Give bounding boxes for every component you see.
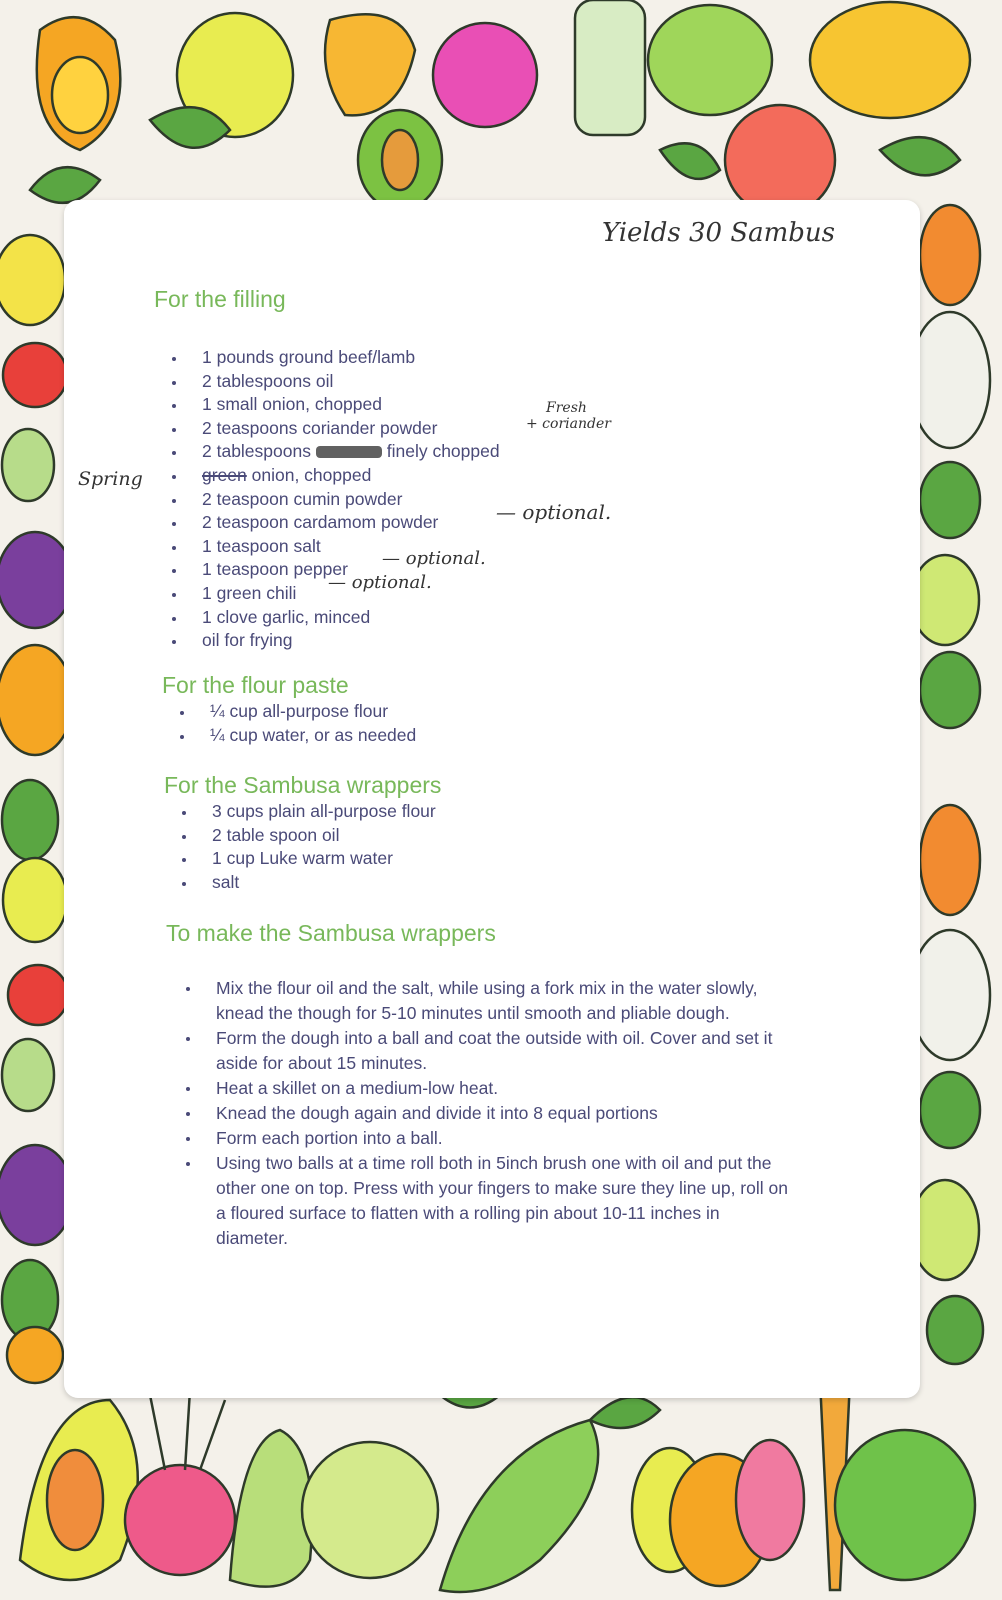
list-item: 3 cups plain all-purpose flour [178,800,436,824]
note-optional-pepper: — optional. [382,548,486,569]
carrot-right-icon [920,805,980,915]
note-spring: Spring [78,468,143,490]
leaf-right-icon [927,1296,983,1364]
tomato-slice-icon [725,105,835,215]
eggplant-icon [0,532,73,628]
note-optional-cardamom: — optional. [496,500,612,524]
bok-choy-icon [440,1420,598,1592]
list-item: 2 table spoon oil [178,824,436,848]
instructions-list [182,976,792,1251]
papaya-seed-icon [47,1450,103,1550]
pear-right-icon [911,555,979,645]
instruction-step: Form each portion into a ball. [182,1126,792,1151]
pepper-pink-icon [736,1440,804,1560]
scribbled-out-word [316,446,382,458]
carrot-right-icon [920,205,980,305]
daikon-icon [230,1430,312,1587]
melon-right-icon [910,930,990,1060]
instructions-heading: To make the Sambusa wrappers [166,920,496,946]
leaf-right-icon [920,652,980,728]
leaf-icon [880,137,960,175]
leaf-left-icon [2,780,58,860]
radish-leaf-icon [150,1390,225,1470]
mango-icon [325,14,415,115]
cabbage-icon [302,1442,438,1578]
list-item: 1 pounds ground beef/lamb [168,346,500,370]
list-item: 2 tablespoons oil [168,370,500,394]
struck-word: green [202,464,247,485]
list-item [168,440,500,464]
list-item: 2 teaspoon cardamom powder [168,511,500,535]
avocado-seed-icon [382,130,418,190]
list-item: salt [178,871,436,895]
wrappers-heading: For the Sambusa wrappers [164,772,442,798]
radish-icon [433,23,537,127]
leaf-icon [30,167,100,203]
apple-icon [3,343,67,407]
list-item: 1 teaspoon pepper [168,558,500,582]
list-item: 1 small onion, chopped [168,393,500,417]
list-item: 1 green chili [168,582,500,606]
list-item: ¼ cup water, or as needed [176,724,416,748]
filling-list [168,346,500,653]
instruction-step: Mix the flour oil and the salt, while using a fork mix in the water slowly, knead the though for 5-10 minutes until smooth and pliable dough. [182,976,792,1026]
flour-paste-heading: For the flour paste [162,672,349,698]
papaya-seed-icon [52,57,108,133]
instruction-step: Using two balls at a time roll both in 5inch brush one with oil and put the other one on top. Press with your fingers to make sure they line up, roll on a floured surface to flatten with a rolling pin about 10-11 inches in diameter. [182,1151,792,1251]
leaf-icon [590,1397,660,1428]
leaf-right-icon [920,1072,980,1148]
leaf-right-icon [920,462,980,538]
list-item-prefix: 2 tablespoons [202,441,311,462]
leaf-icon [660,143,720,179]
melon-right-icon [910,312,990,448]
bell-pepper-green-icon [835,1430,975,1580]
pear-right-icon [911,1180,979,1280]
note-optional-chili: — optional. [328,572,432,593]
instruction-step: Heat a skillet on a medium-low heat. [182,1076,792,1101]
list-item-text: finely chopped [386,441,500,462]
list-item: 2 teaspoon cumin powder [168,488,500,512]
list-item: 1 clove garlic, minced [168,606,500,630]
list-item: 1 teaspoon salt [168,535,500,559]
mango-right-icon [810,2,970,118]
lettuce-icon [2,429,54,501]
note-coriander: + coriander [526,416,611,432]
yield-note: Yields 30 Sambus [602,218,836,248]
note-fresh: Fresh [546,400,587,416]
lemon-left-icon [0,235,65,325]
lemon-left-icon [3,858,67,942]
orange-icon [7,1327,63,1383]
wrappers-list [178,800,436,894]
list-item [168,464,500,488]
melon-icon [648,5,772,115]
flour-paste-list [176,700,416,747]
radish-bottom-icon [125,1465,235,1575]
list-item: 2 teaspoons coriander powder [168,417,500,441]
instruction-step: Form the dough into a ball and coat the outside with oil. Cover and set it aside for about 15 minutes. [182,1026,792,1076]
list-item: oil for frying [168,629,500,653]
list-item-text: onion, chopped [251,464,372,485]
filling-heading: For the filling [154,286,286,312]
celery-icon [575,0,645,135]
lettuce-icon [2,1039,54,1111]
eggplant-icon [0,1145,73,1245]
instruction-step: Knead the dough again and divide it into 8 equal portions [182,1101,792,1126]
apple-icon [8,965,68,1025]
lemon-left-icon [0,645,73,755]
list-item: 1 cup Luke warm water [178,847,436,871]
recipe-sheet [64,200,920,1398]
list-item: ¼ cup all-purpose flour [176,700,416,724]
